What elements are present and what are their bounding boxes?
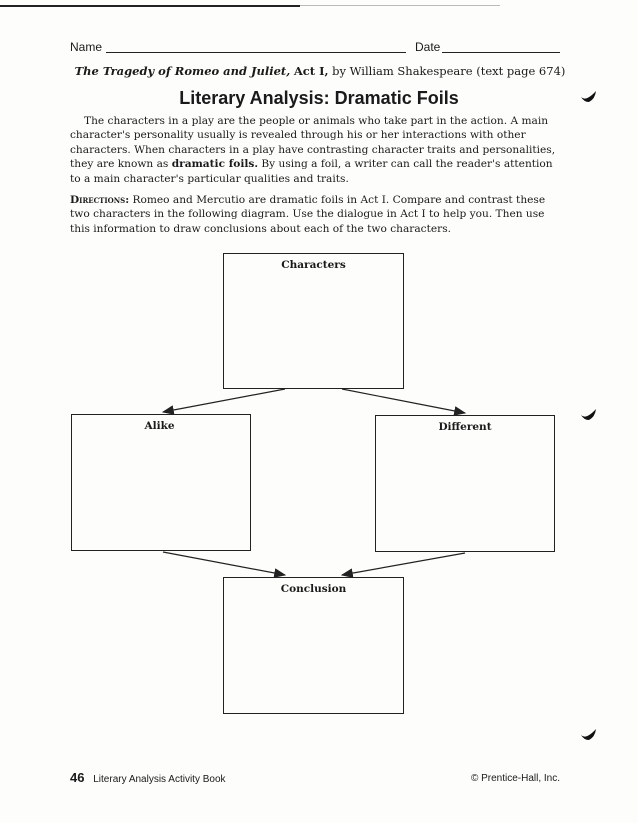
- play-title: The Tragedy of Romeo and Juliet,: [74, 64, 291, 78]
- intro-text-1: The characters in a play are the people or animals who take part in the action. A main character's personality usually is revealed through his or her interactions with other characters. When characters in a play have contrasting character traits and personalities, they are known as: [70, 115, 556, 171]
- margin-mark-icon: [580, 727, 598, 741]
- intro-term: dramatic foils.: [171, 158, 259, 171]
- act-label: Act I,: [293, 64, 329, 78]
- arrow-alike-to-conclusion: [163, 552, 285, 575]
- alike-box[interactable]: [71, 414, 251, 551]
- date-field[interactable]: [442, 52, 560, 53]
- different-label: Different: [438, 421, 492, 433]
- margin-mark-icon: [580, 89, 598, 103]
- arrow-to-different: [342, 389, 465, 413]
- page-title: Literary Analysis: Dramatic Foils: [179, 88, 459, 108]
- top-rule-fade: [300, 5, 500, 6]
- copyright: © Prentice-Hall, Inc.: [470, 773, 560, 784]
- date-label: Date: [415, 40, 441, 54]
- top-rule: [0, 5, 300, 7]
- directions-label: Directions:: [70, 194, 130, 206]
- book-title: Literary Analysis Activity Book: [93, 774, 226, 785]
- author-page: by William Shakespeare (text page 674): [332, 64, 566, 78]
- characters-label: Characters: [281, 259, 346, 271]
- name-label: Name: [70, 40, 103, 54]
- conclusion-label: Conclusion: [280, 583, 347, 595]
- intro-paragraph: [70, 114, 562, 186]
- name-field[interactable]: [106, 52, 406, 53]
- margin-mark-icon: [580, 407, 598, 421]
- alike-label: Alike: [144, 420, 175, 432]
- conclusion-box[interactable]: [223, 577, 404, 714]
- name-date-row: [70, 40, 560, 58]
- arrow-different-to-conclusion: [342, 553, 465, 575]
- directions-paragraph: [70, 193, 562, 236]
- intro-text-2: By using a foil, a writer can call the reader's attention to a main character's particular qualities and traits.: [70, 158, 553, 185]
- page-footer: [70, 770, 560, 785]
- arrow-to-alike: [163, 389, 285, 412]
- page-number: 46: [70, 770, 85, 785]
- different-box[interactable]: [375, 415, 555, 552]
- characters-box[interactable]: [223, 253, 404, 389]
- selection-subtitle: [40, 64, 600, 78]
- directions-text: Romeo and Mercutio are dramatic foils in Act I. Compare and contrast these two characters in the following diagram. Use the dialogue in Act I to help you. Then use this information to draw conclusions about each of the two characters.: [70, 194, 546, 235]
